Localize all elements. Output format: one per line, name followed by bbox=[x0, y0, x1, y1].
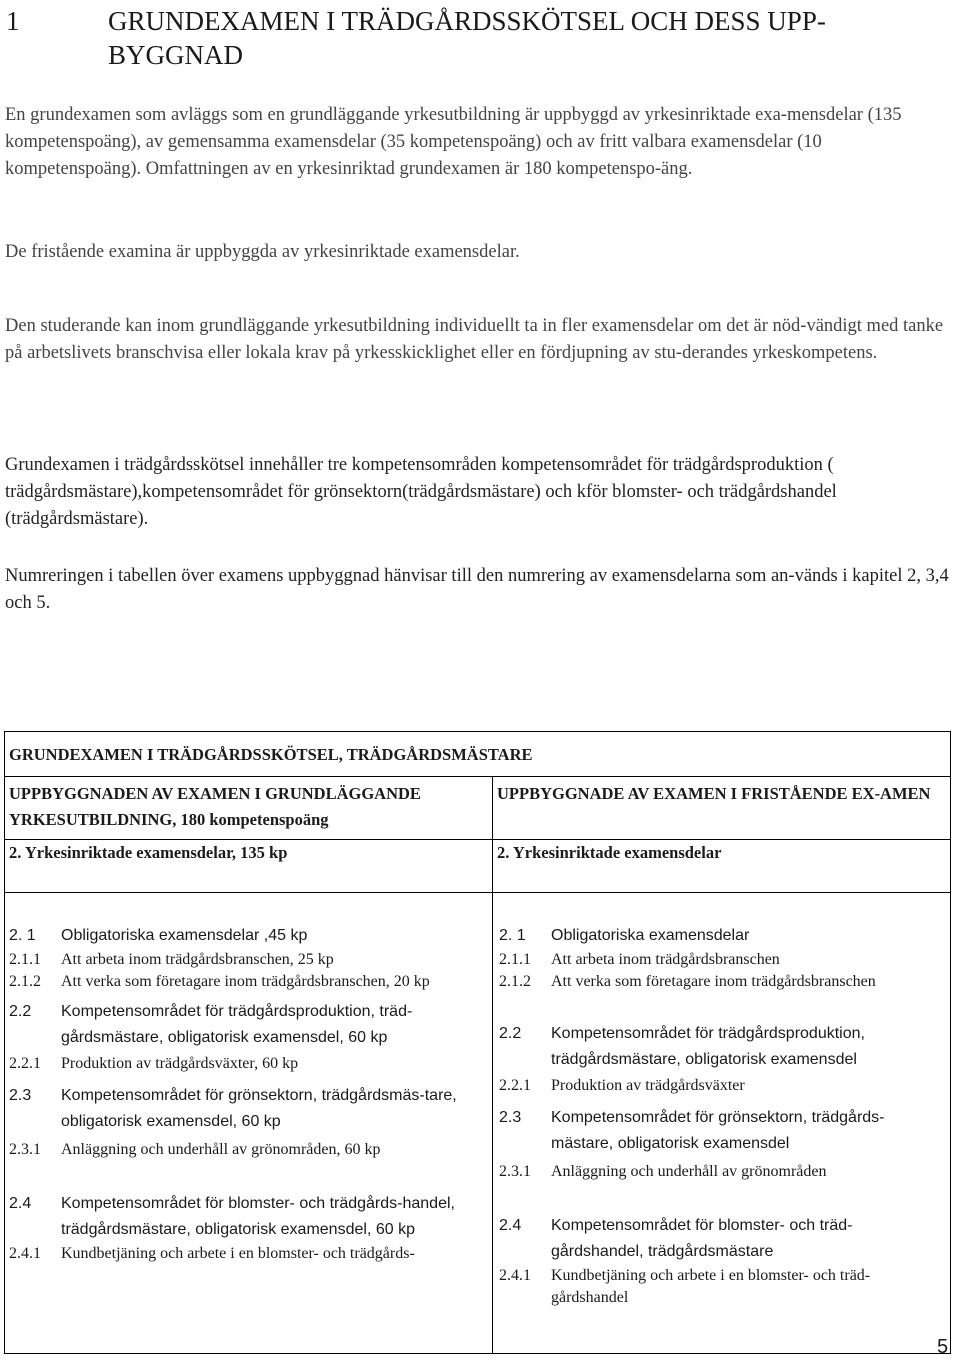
part-code: 2.2.1 bbox=[499, 1077, 531, 1094]
part-label: Obligatoriska examensdelar bbox=[551, 927, 750, 944]
part-label: Kundbetjäning och arbete i en blomster- och trädgårds- bbox=[61, 1245, 415, 1262]
part-code: 2.4.1 bbox=[499, 1267, 531, 1284]
section-title: GRUNDEXAMEN I TRÄDGÅRDSSKÖTSEL OCH DESS UPP-BYGGNAD bbox=[108, 6, 826, 70]
part-label: Produktion av trädgårdsväxter, 60 kp bbox=[61, 1055, 299, 1072]
part-code: 2.1.2 bbox=[499, 973, 531, 990]
right-header-cell bbox=[493, 777, 951, 840]
right-block-2-4 bbox=[499, 1213, 950, 1309]
left-header-cell bbox=[5, 777, 493, 840]
right-parts-cell bbox=[493, 893, 951, 1354]
exam-structure-table bbox=[4, 731, 951, 1354]
paragraph-structure: En grundexamen som avläggs som en grundläggande yrkesutbildning är uppbyggd av yrkesinriktade exa-mensdelar (135 kompetenspoäng), av gemensamma examensdelar (35 kompetenspoäng) och av fritt valbara examensdelar (10 kompetenspoäng). Omfattningen av en yrkesinriktad grundexamen är 180 kompetenspo-äng. bbox=[5, 105, 902, 179]
part-label: Kompetensområdet för grönsektorn, trädgårdsmäs-tare, obligatorisk examensdel, 60 kp bbox=[61, 1087, 457, 1130]
part-code: 2. 1 bbox=[499, 927, 526, 944]
part-label: Produktion av trädgårdsväxter bbox=[551, 1077, 745, 1094]
part-code: 2.3.1 bbox=[499, 1163, 531, 1180]
part-label: Anläggning och underhåll av grönområden, 60 kp bbox=[61, 1141, 381, 1158]
part-label: Kompetensområdet för blomster- och träd-gårdshandel, trädgårdsmästare bbox=[551, 1217, 853, 1260]
paragraph-numbering: Numreringen i tabellen över examens uppbyggnad hänvisar till den numrering av examensdelarna som an-vänds i kapitel 2, 3,4 och 5. bbox=[5, 566, 949, 613]
table-title-cell bbox=[5, 732, 951, 777]
part-label: Obligatoriska examensdelar ,45 kp bbox=[61, 927, 308, 944]
paragraph-independent-exams: De fristående examina är uppbyggda av yrkesinriktade examensdelar. bbox=[5, 242, 520, 262]
part-code: 2.2.1 bbox=[9, 1055, 41, 1072]
right-subheader: 2. Yrkesinriktade examensdelar bbox=[497, 843, 722, 862]
part-code: 2.3.1 bbox=[9, 1141, 41, 1158]
right-subheader-cell bbox=[493, 840, 951, 893]
part-code: 2.1.2 bbox=[9, 973, 41, 990]
part-code: 2.1.1 bbox=[9, 951, 41, 968]
part-label: Anläggning och underhåll av grönområden bbox=[551, 1163, 827, 1180]
left-header: UPPBYGGNADEN AV EXAMEN I GRUNDLÄGGANDE YRKESUTBILDNING, 180 kompetenspoäng bbox=[9, 784, 421, 829]
part-code: 2.4 bbox=[9, 1195, 32, 1212]
table-title: GRUNDEXAMEN I TRÄDGÅRDSSKÖTSEL, TRÄDGÅRDSMÄSTARE bbox=[9, 745, 533, 764]
part-code: 2.1.1 bbox=[499, 951, 531, 968]
part-code: 2.4.1 bbox=[9, 1245, 41, 1262]
left-subheader: 2. Yrkesinriktade examensdelar, 135 kp bbox=[9, 843, 288, 862]
section-number: 1 bbox=[6, 6, 20, 36]
left-parts-cell bbox=[5, 893, 493, 1354]
part-label: Att verka som företagare inom trädgårdsbranschen, 20 kp bbox=[61, 973, 430, 990]
part-code: 2.4 bbox=[499, 1217, 522, 1234]
part-code: 2.2 bbox=[9, 1003, 32, 1020]
paragraph-competence-areas: Grundexamen i trädgårdsskötsel innehåller tre kompetensområden kompetensområdet för trädgårdsproduktion ( trädgårdsmästare),kompetensområdet för grönsektorn(trädgårdsmästare) och kför blomster- och trädgårdshandel (trädgårdsmästare). bbox=[5, 455, 837, 529]
right-header: UPPBYGGNADE AV EXAMEN I FRISTÅENDE EX-AMEN bbox=[497, 784, 931, 803]
left-block-2-4 bbox=[9, 1191, 492, 1265]
right-block-2-3 bbox=[499, 1105, 950, 1183]
part-code: 2.2 bbox=[499, 1025, 522, 1042]
part-label: Att arbeta inom trädgårdsbranschen bbox=[551, 951, 780, 968]
left-block-2-2 bbox=[9, 999, 492, 1075]
part-label: Att verka som företagare inom trädgårdsbranschen bbox=[551, 973, 876, 990]
left-block-2-1 bbox=[9, 923, 492, 993]
paragraph-additional-parts: Den studerande kan inom grundläggande yrkesutbildning individuellt ta in fler examensdelar om det är nöd-vändigt med tanke på arbetslivets branschvisa eller lokala krav på yrkesskicklighet eller en fördjupning av stu-derandes yrkeskompetens. bbox=[5, 316, 944, 363]
right-block-2-2 bbox=[499, 1021, 950, 1097]
part-code: 2. 1 bbox=[9, 927, 36, 944]
part-code: 2.3 bbox=[499, 1109, 522, 1126]
part-label: Kompetensområdet för trädgårdsproduktion, trädgårdsmästare, obligatorisk examensdel bbox=[551, 1025, 865, 1068]
part-label: Kundbetjäning och arbete i en blomster- och träd-gårdshandel bbox=[551, 1267, 871, 1306]
page-number: 5 bbox=[937, 1336, 949, 1358]
part-label: Kompetensområdet för blomster- och trädgårds-handel, trädgårdsmästare, obligatorisk examensdel, 60 kp bbox=[61, 1195, 455, 1238]
part-code: 2.3 bbox=[9, 1087, 32, 1104]
part-label: Att arbeta inom trädgårdsbranschen, 25 kp bbox=[61, 951, 334, 968]
left-block-2-3 bbox=[9, 1083, 492, 1161]
right-block-2-1 bbox=[499, 923, 950, 993]
left-subheader-cell bbox=[5, 840, 493, 893]
part-label: Kompetensområdet för trädgårdsproduktion, träd-gårdsmästare, obligatorisk examensdel, 60 kp bbox=[61, 1003, 413, 1046]
part-label: Kompetensområdet för grönsektorn, trädgårds-mästare, obligatorisk examensdel bbox=[551, 1109, 885, 1152]
